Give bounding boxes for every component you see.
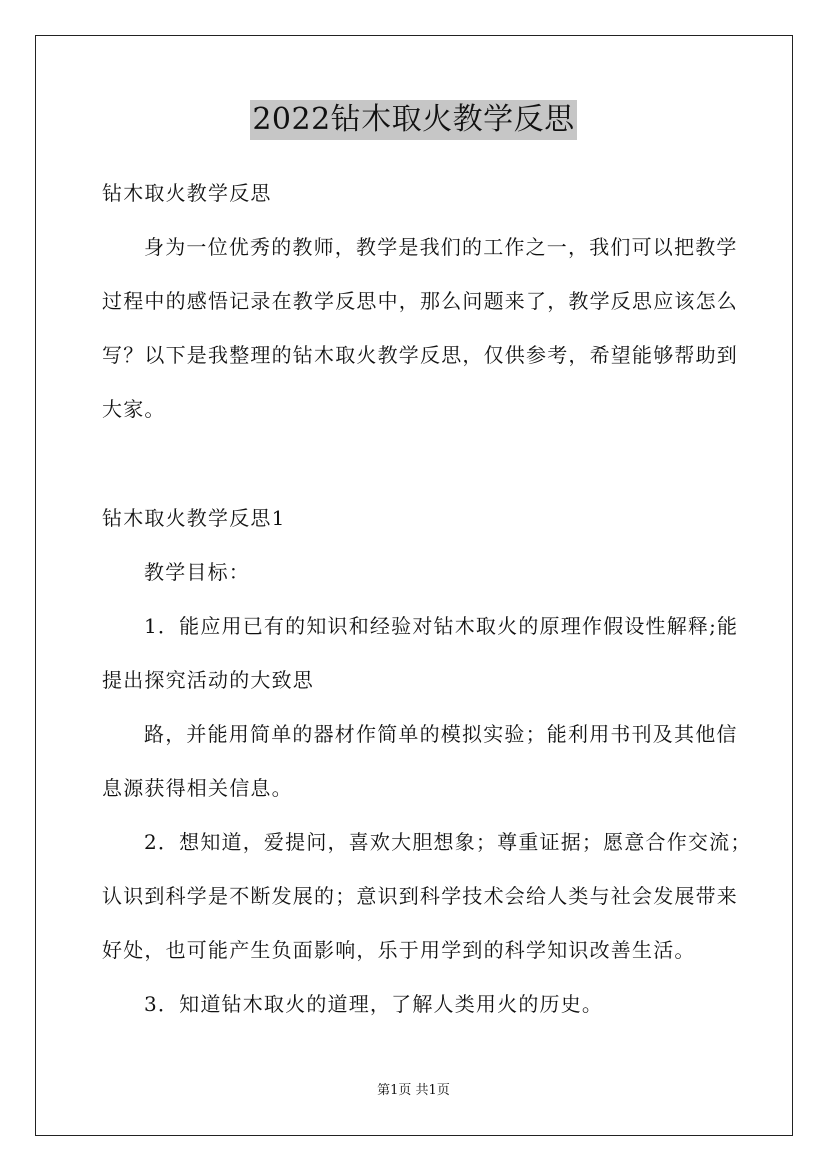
paragraph-line: 好处，也可能产生负面影响，乐于用学到的科学知识改善生活。	[102, 938, 696, 962]
paragraph-line: 3．知道钻木取火的道理，了解人类用火的历史。	[144, 992, 604, 1016]
paragraph-line: 息源获得相关信息。	[102, 776, 293, 800]
paragraph-line: 大家。	[102, 397, 166, 421]
section-heading: 钻木取火教学反思1	[102, 506, 286, 530]
paragraph-line: 身为一位优秀的教师，教学是我们的工作之一，我们可以把教学	[144, 235, 738, 259]
paragraph-line: 1．能应用已有的知识和经验对钻木取火的原理作假设性解释;能	[144, 614, 739, 638]
paragraph-line: 2．想知道，爱提问，喜欢大胆想象；尊重证据；愿意合作交流；	[144, 830, 752, 854]
paragraph-line: 认识到科学是不断发展的；意识到科学技术会给人类与社会发展带来	[102, 884, 738, 908]
page-footer: 第1页 共1页	[377, 1083, 450, 1098]
document-title: 2022钻木取火教学反思	[250, 100, 576, 140]
objectives-heading: 教学目标：	[144, 560, 250, 584]
subtitle-line: 钻木取火教学反思	[102, 181, 272, 205]
paragraph-line: 路，并能用简单的器材作简单的模拟实验；能利用书刊及其他信	[144, 722, 738, 746]
paragraph-line: 写？以下是我整理的钻木取火教学反思，仅供参考，希望能够帮助到	[102, 343, 738, 367]
paragraph-line: 提出探究活动的大致思	[102, 668, 314, 692]
title-container	[0, 100, 827, 140]
paragraph-line: 过程中的感悟记录在教学反思中，那么问题来了，教学反思应该怎么	[102, 289, 738, 313]
